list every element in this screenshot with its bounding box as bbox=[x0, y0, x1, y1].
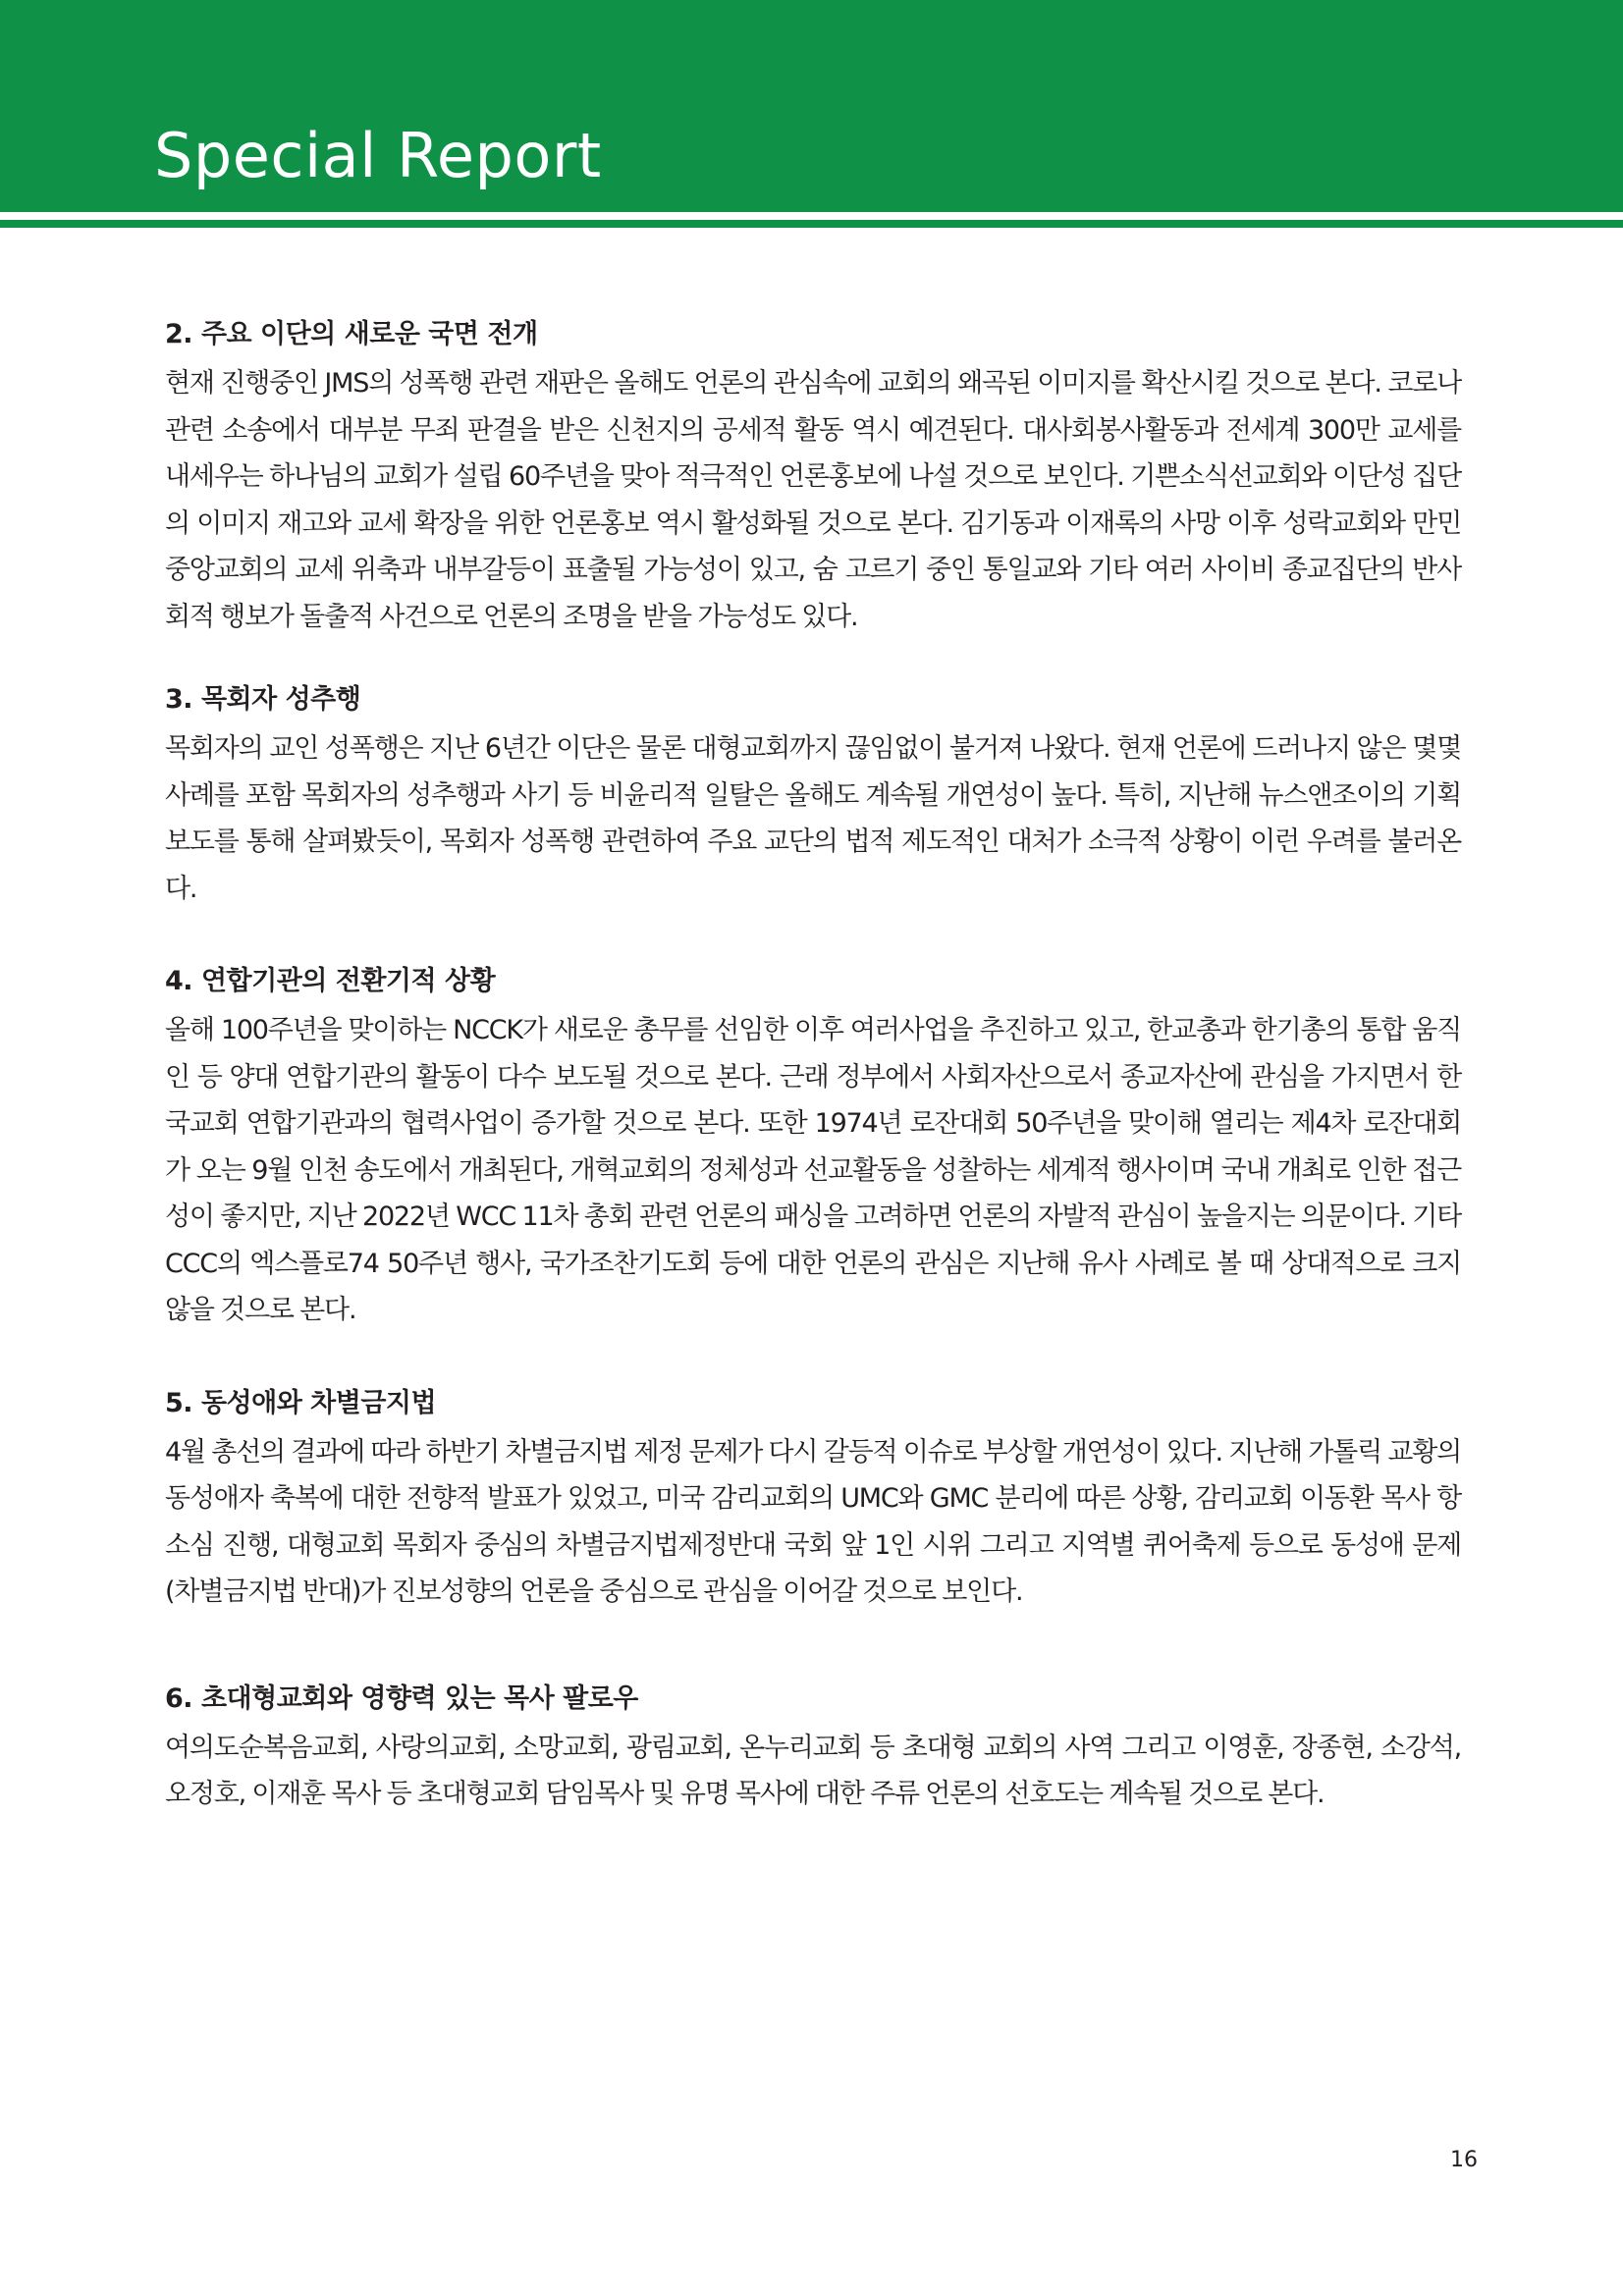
section-5 bbox=[165, 1381, 1461, 1616]
header-band bbox=[0, 0, 1623, 212]
section-6 bbox=[165, 1677, 1461, 1818]
page-title: Special Report bbox=[154, 120, 602, 191]
section-heading: 3. 목회자 성추행 bbox=[165, 684, 361, 715]
header-gap bbox=[0, 212, 1623, 220]
section-paragraph: 현재 진행중인 JMS의 성폭행 관련 재판은 올해도 언론의 관심속에 교회의 왜곡된 이미지를 확산시킬 것으로 본다. 코로나 관련 소송에서 대부분 무죄 판결을 받은 신천지의 공세적 활동 역시 예견된다. 대사회봉사활동과 전세계 300만 교세를 내세우는 하나님의 교회가 설립 60주년을 맞아 적극적인 언론홍보에 나설 것으로 보인다. 기쁜소식선교회와 이단성 집단의 이미지 재고와 교세 확장을 위한 언론홍보 역시 활성화될 것으로 본다. 김기동과 이재록의 사망 이후 성락교회와 만민중앙교회의 교세 위축과 내부갈등이 표출될 가능성이 있고, 숨 고르기 중인 통일교와 기타 여러 사이비 종교집단의 반사회적 행보가 돌출적 사건으로 언론의 조명을 받을 가능성도 있다. bbox=[165, 368, 1461, 632]
header-rule bbox=[0, 220, 1623, 228]
section-4 bbox=[165, 959, 1461, 1334]
article-body bbox=[165, 312, 1461, 1818]
section-heading: 5. 동성애와 차별금지법 bbox=[165, 1387, 437, 1418]
section-heading: 4. 연합기관의 전환기적 상황 bbox=[165, 966, 496, 996]
section-heading: 6. 초대형교회와 영향력 있는 목사 팔로우 bbox=[165, 1682, 638, 1714]
section-paragraph: 목회자의 교인 성폭행은 지난 6년간 이단은 물론 대형교회까지 끊임없이 불거져 나왔다. 현재 언론에 드러나지 않은 몇몇 사례를 포함 목회자의 성추행과 사기 등 비윤리적 일탈은 올해도 계속될 개연성이 높다. 특히, 지난해 뉴스앤조이의 기획보도를 통해 살펴봤듯이, 목회자 성폭행 관련하여 주요 교단의 법적 제도적인 대처가 소극적 상황이 이런 우려를 불러온다. bbox=[165, 733, 1461, 904]
section-paragraph: 4월 총선의 결과에 따라 하반기 차별금지법 제정 문제가 다시 갈등적 이슈로 부상할 개연성이 있다. 지난해 가톨릭 교황의 동성애자 축복에 대한 전향적 발표가 있었고, 미국 감리교회의 UMC와 GMC 분리에 따른 상황, 감리교회 이동환 목사 항소심 진행, 대형교회 목회자 중심의 차별금지법제정반대 국회 앞 1인 시위 그리고 지역별 퀴어축제 등으로 동성애 문제(차별금지법 반대)가 진보성향의 언론을 중심으로 관심을 이어갈 것으로 보인다. bbox=[165, 1436, 1461, 1607]
section-paragraph: 여의도순복음교회, 사랑의교회, 소망교회, 광림교회, 온누리교회 등 초대형 교회의 사역 그리고 이영훈, 장종현, 소강석, 오정호, 이재훈 목사 등 초대형교회 담임목사 및 유명 목사에 대한 주류 언론의 선호도는 계속될 것으로 본다. bbox=[165, 1732, 1461, 1809]
page-number: 16 bbox=[1450, 2148, 1478, 2172]
section-2 bbox=[165, 312, 1461, 640]
section-3 bbox=[165, 677, 1461, 912]
section-heading: 2. 주요 이단의 새로운 국면 전개 bbox=[165, 319, 538, 349]
section-paragraph: 올해 100주년을 맞이하는 NCCK가 새로운 총무를 선임한 이후 여러사업을 추진하고 있고, 한교총과 한기총의 통합 움직인 등 양대 연합기관의 활동이 다수 보도될 것으로 본다. 근래 정부에서 사회자산으로서 종교자산에 관심을 가지면서 한국교회 연합기관과의 협력사업이 증가할 것으로 본다. 또한 1974년 로잔대회 50주년을 맞이해 열리는 제4차 로잔대회가 오는 9월 인천 송도에서 개최된다, 개혁교회의 정체성과 선교활동을 성찰하는 세계적 행사이며 국내 개최로 인한 접근성이 좋지만, 지난 2022년 WCC 11차 총회 관련 언론의 패싱을 고려하면 언론의 자발적 관심이 높을지는 의문이다. 기타 CCC의 엑스플로74 50주년 행사, 국가조찬기도회 등에 대한 언론의 관심은 지난해 유사 사례로 볼 때 상대적으로 크지 않을 것으로 본다. bbox=[165, 1015, 1461, 1325]
